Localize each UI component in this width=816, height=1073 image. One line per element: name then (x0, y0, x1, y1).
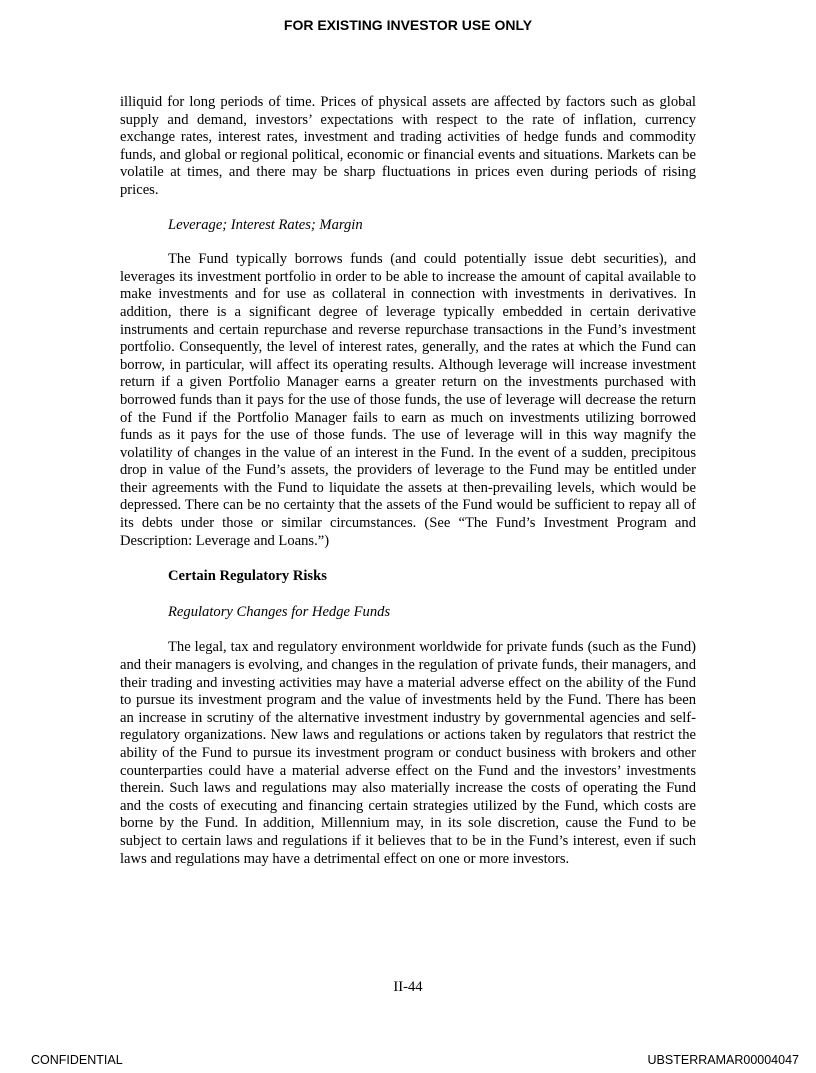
page-number: II-44 (393, 979, 423, 995)
footer-confidential-label: CONFIDENTIAL (31, 1053, 123, 1067)
heading-regulatory-risks: Certain Regulatory Risks (168, 568, 327, 585)
heading-leverage: Leverage; Interest Rates; Margin (168, 216, 363, 233)
paragraph-continued: illiquid for long periods of time. Prices of physical assets are affected by factors such as global supply and demand, investors’ expectations with respect to the rate of inflation, currency exchange rates, interest rates, investment and trading activities of hedge funds and commodity funds, and global or regional political, economic or financial events and situations. Markets can be volatile at times, and there may be sharp fluctuations in prices even during periods of rising prices. (120, 94, 696, 198)
paragraph-regulatory: The legal, tax and regulatory environment worldwide for private funds (such as the Fund) and their managers is evolving, and changes in the regulation of private funds, their managers, and their trading and investing activities may have a material adverse effect on the ability of the Fund to pursue its investment program and the value of investments held by the Fund. There has been an increase in scrutiny of the alternative investment industry by governmental agencies and self-regulatory organizations. New laws and regulations or actions taken by regulators that restrict the ability of the Fund to pursue its investment program or conduct business with brokers and other counterparties could have a material adverse effect on the Fund and the investors’ investments therein. Such laws and regulations may also materially increase the costs of operating the Fund and the costs of executing and financing certain strategies utilized by the Fund, which costs are borne by the Fund. In addition, Millennium may, in its sole discretion, cause the Fund to be subject to certain laws and regulations if it believes that to be in the Fund’s interest, even if such laws and regulations may have a detrimental effect on one or more investors. (120, 639, 696, 867)
confidentiality-banner: FOR EXISTING INVESTOR USE ONLY (283, 17, 533, 33)
heading-regulatory-changes: Regulatory Changes for Hedge Funds (168, 603, 391, 620)
footer-bates-number: UBSTERRAMAR00004047 (647, 1053, 799, 1067)
paragraph-leverage: The Fund typically borrows funds (and could potentially issue debt securities), and leverages its investment portfolio in order to be able to increase the amount of capital available to make investments and for use as collateral in connection with investments in derivatives. In addition, there is a significant degree of leverage typically embedded in certain derivative instruments and certain repurchase and reverse repurchase transactions in the Fund’s investment portfolio. Consequently, the level of interest rates, generally, and the rates at which the Fund can borrow, in particular, will affect its operating results. Although leverage will increase investment return if a given Portfolio Manager earns a greater return on the investments purchased with borrowed funds than it pays for the use of those funds, the use of leverage will decrease the return of the Fund if the Portfolio Manager fails to earn as much on investments utilizing borrowed funds as it pays for the use of those funds. The use of leverage will in this way magnify the volatility of changes in the value of an interest in the Fund. In the event of a sudden, precipitous drop in value of the Fund’s assets, the providers of leverage to the Fund may be entitled under their agreements with the Fund to liquidate the assets at then-prevailing levels, which would be depressed. There can be no certainty that the assets of the Fund would be sufficient to repay all of its debts under those or similar circumstances. (See “The Fund’s Investment Program and Description: Leverage and Loans.”) (120, 251, 696, 549)
document-body (120, 94, 696, 868)
